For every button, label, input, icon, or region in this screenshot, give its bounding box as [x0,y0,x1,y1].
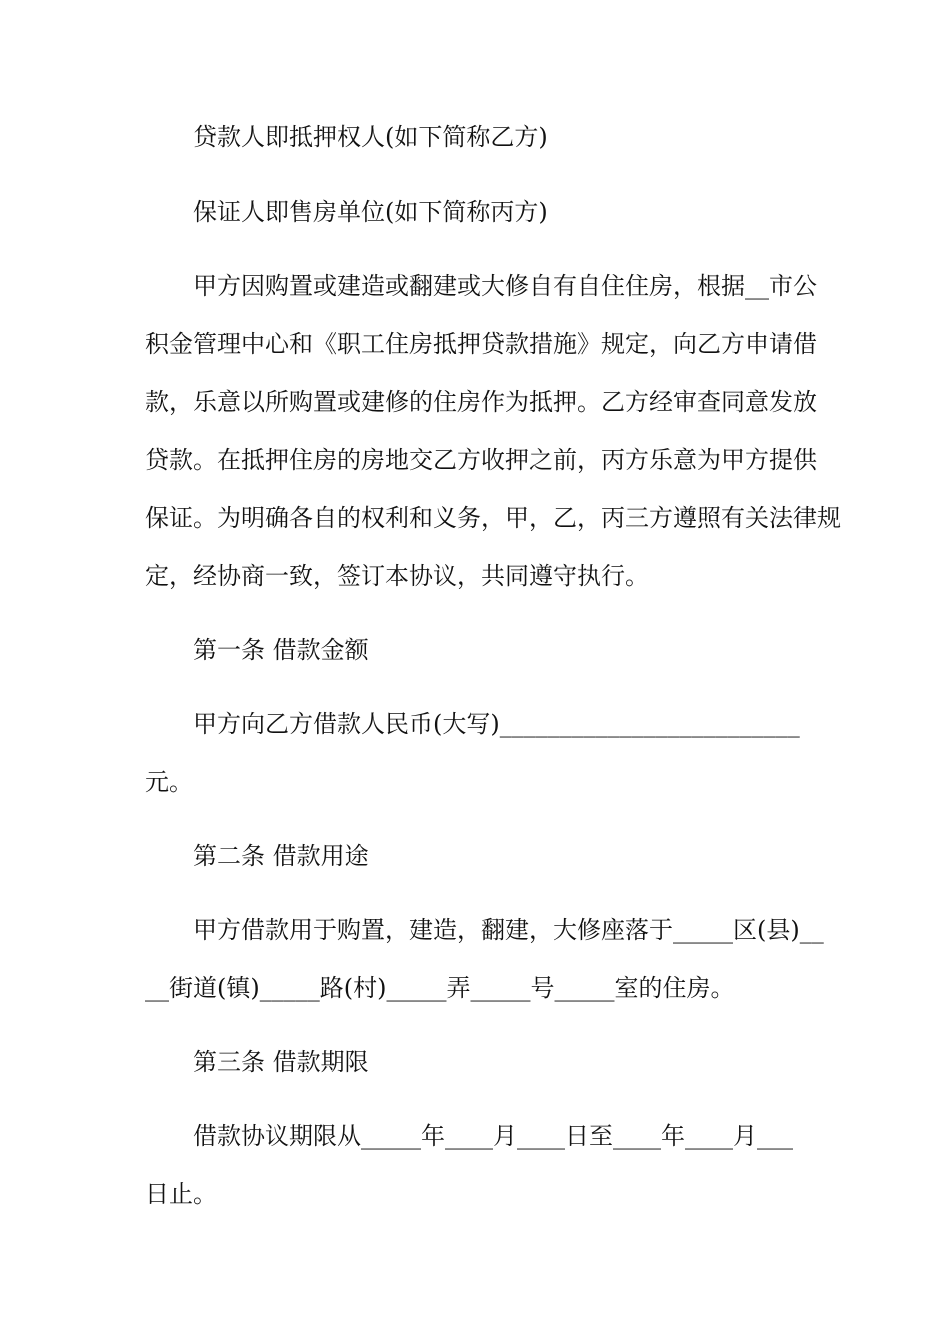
preamble-line-2: 积金管理中心和《职工住房抵押贷款措施》规定，向乙方申请借 [145,330,817,358]
preamble-line-5: 保证。为明确各自的权利和义务，甲，乙，丙三方遵照有关法律规 [145,504,841,532]
preamble-line-4: 贷款。在抵押住房的房地交乙方收押之前，丙方乐意为甲方提供 [145,446,817,474]
article-2-body-line-1: 甲方借款用于购置，建造，翻建，大修座落于_____区(县)__ [193,916,824,944]
article-2-heading: 第二条 借款用途 [193,842,369,870]
preamble-line-3: 款，乐意以所购置或建修的住房作为抵押。乙方经审查同意发放 [145,388,817,416]
article-1-body-line-1: 甲方向乙方借款人民币(大写)_________________________ [193,710,800,738]
guarantor-seller-line: 保证人即售房单位(如下简称丙方) [193,198,548,226]
article-1-heading: 第一条 借款金额 [193,636,369,664]
article-3-body-line-1: 借款协议期限从_____年____月____日至____年____月___ [193,1122,793,1150]
article-3-body-line-2: 日止。 [145,1180,217,1208]
preamble-line-6: 定，经协商一致，签订本协议，共同遵守执行。 [145,562,649,590]
article-1-body-line-2: 元。 [145,768,193,796]
article-2-body-line-2: __街道(镇)_____路(村)_____弄_____号_____室的住房。 [145,974,735,1002]
lender-mortgagee-line: 贷款人即抵押权人(如下简称乙方) [193,123,548,151]
preamble-line-1: 甲方因购置或建造或翻建或大修自有自住住房，根据__市公 [193,272,817,300]
article-3-heading: 第三条 借款期限 [193,1048,369,1076]
